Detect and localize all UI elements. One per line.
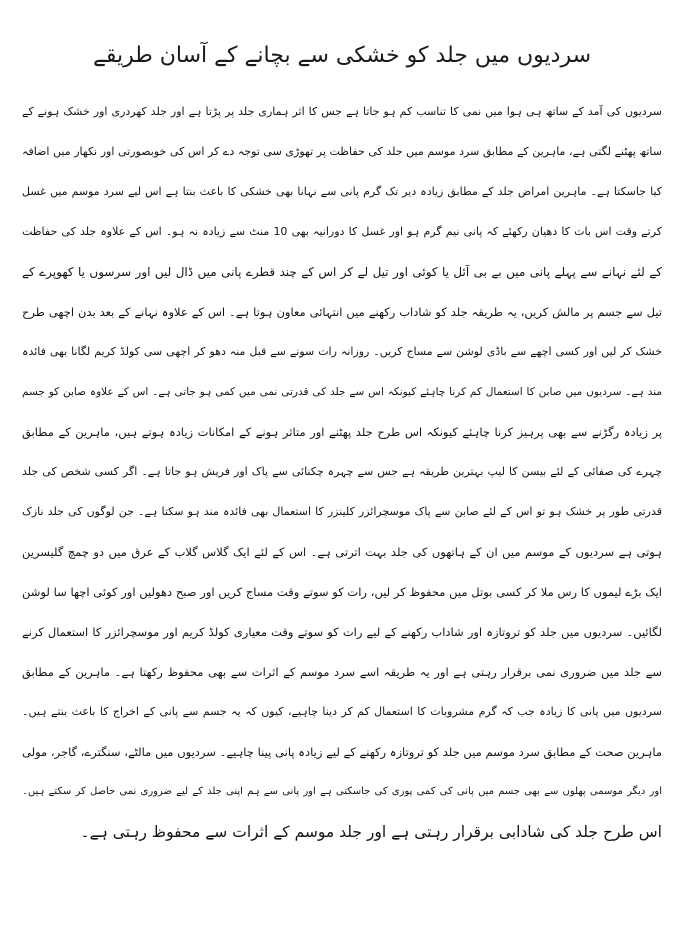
- article-line: ایک بڑے لیموں کا رس ملا کر کسی بوتل میں محفوظ کر لیں، رات کو سوتے وقت مساج کریں اور صبح دھولیں اور کوئی اچھا سا لوشن: [22, 585, 662, 599]
- article-line: ساتھ پھٹنے لگتی ہے، ماہرین کے مطابق سرد موسم میں جلد کی حفاظت پر تھوڑی سی توجہ دے کر اس کی خوبصورتی اور نکھار میں اضافہ: [22, 145, 662, 158]
- article-line: لگائیں۔ سردیوں میں جلد کو تروتازہ اور شاداب رکھنے کے لیے رات کو سوتے وقت معیاری کولڈ کریم اور موسچرائزر کا استعمال کرنے: [22, 625, 662, 639]
- article-title: سردیوں میں جلد کو خشکی سے بچانے کے آسان طریقے: [92, 42, 592, 68]
- article-line: کرتے وقت اس بات کا دھیان رکھئے کہ پانی نیم گرم ہو اور غسل کا دورانیہ بھی 10 منٹ سے زیادہ نہ ہو۔ اس کے علاوہ جلد کی حفاظت: [22, 225, 662, 238]
- article-line: اور دیگر موسمی پھلوں سے بھی جسم میں پانی کی کمی پوری کی جاسکتی ہے اور پانی سے ہم اپنی جلد کے لیے ضروری نمی حاصل کر سکتے ہیں۔: [22, 786, 662, 797]
- article-line: کیا جاسکتا ہے۔ ماہرین امراض جلد کے مطابق زیادہ دیر تک گرم پانی سے نہانا بھی خشکی کا باعث بنتا ہے اس لیے سرد موسم میں غسل: [22, 185, 662, 198]
- article-line: مند ہے۔ سردیوں میں صابن کا استعمال کم کرنا چاہئے کیونکہ اس سے جلد کی قدرتی نمی میں کمی ہو جاتی ہے۔ اس کے علاوہ صابن کو جسم: [22, 386, 662, 398]
- article-line: پر زیادہ رگڑنے سے بھی پرہیز کرنا چاہئے کیونکہ اس طرح جلد پھٹنے اور متاثر ہونے کے امکانات زیادہ ہوتے ہیں، ماہرین کے مطابق: [22, 425, 662, 439]
- article-line: ہوتی ہے سردیوں کے موسم میں ان کے ہاتھوں کی جلد بہت اترتی ہے۔ اس کے لئے ایک گلاس گلاب کے عرق میں دو چمچ گلیسرین: [22, 545, 662, 559]
- article-line: قدرتی طور پر خشک ہو تو اس کے لئے صابن سے پاک موسچرائزر کلینزر کا استعمال بھی فائدہ مند ہو سکتا ہے۔ جن لوگوں کی جلد نازک: [22, 505, 662, 518]
- article-line: چہرے کی صفائی کے لئے بیسن کا لیپ بہترین طریقہ ہے جس سے چہرہ چکنائی سے پاک اور فریش ہو جاتا ہے۔ اگر کسی شخص کی جلد: [22, 465, 662, 478]
- article-line: سے جلد میں ضروری نمی برقرار رہتی ہے اور یہ طریقہ اسے سرد موسم کے اثرات سے بھی محفوظ رکھتا ہے۔ ماہرین کے مطابق: [22, 665, 662, 679]
- article-line: ماہرین صحت کے مطابق سرد موسم میں جلد کو تروتازہ رکھنے کے لیے زیادہ پانی پینا چاہیے۔ سردیوں میں مالٹے، سنگترے، گاجر، مولی: [22, 745, 662, 759]
- article-line: سردیوں کی آمد کے ساتھ ہی ہوا میں نمی کا تناسب کم ہو جاتا ہے جس کا اثر ہماری جلد پر پڑتا ہے اور جلد کھردری اور خشک ہونے کے: [22, 105, 662, 118]
- article-line: اس طرح جلد کی شادابی برقرار رہتی ہے اور جلد موسم کے اثرات سے محفوظ رہتی ہے۔: [80, 823, 662, 841]
- article-body: [22, 92, 662, 852]
- article-line: تیل سے جسم پر مالش کریں، یہ طریقہ جلد کو شاداب رکھنے میں انتہائی معاون ہوتا ہے۔ اس کے علاوہ نہانے کے بعد بدن اچھی طرح: [22, 305, 662, 319]
- article-line: سردیوں میں پانی کا زیادہ جب کہ گرم مشروبات کا استعمال کم کر دینا چاہیے، کیوں کہ یہ جسم سے پانی کے اخراج کا باعث بنتے ہیں۔: [22, 705, 662, 718]
- article-line: کے لئے نہانے سے پہلے پانی میں بے بی آئل یا کوئی اور تیل لے کر اس کے چند قطرے پانی میں ڈال لیں اور سرسوں یا کھوپرے کے: [22, 265, 662, 279]
- article-line: خشک کر لیں اور کسی اچھے سے باڈی لوشن سے مساج کریں۔ روزانہ رات سونے سے قبل منہ دھو کر اچھی سی کولڈ کریم لگانا بھی فائدہ: [22, 345, 662, 358]
